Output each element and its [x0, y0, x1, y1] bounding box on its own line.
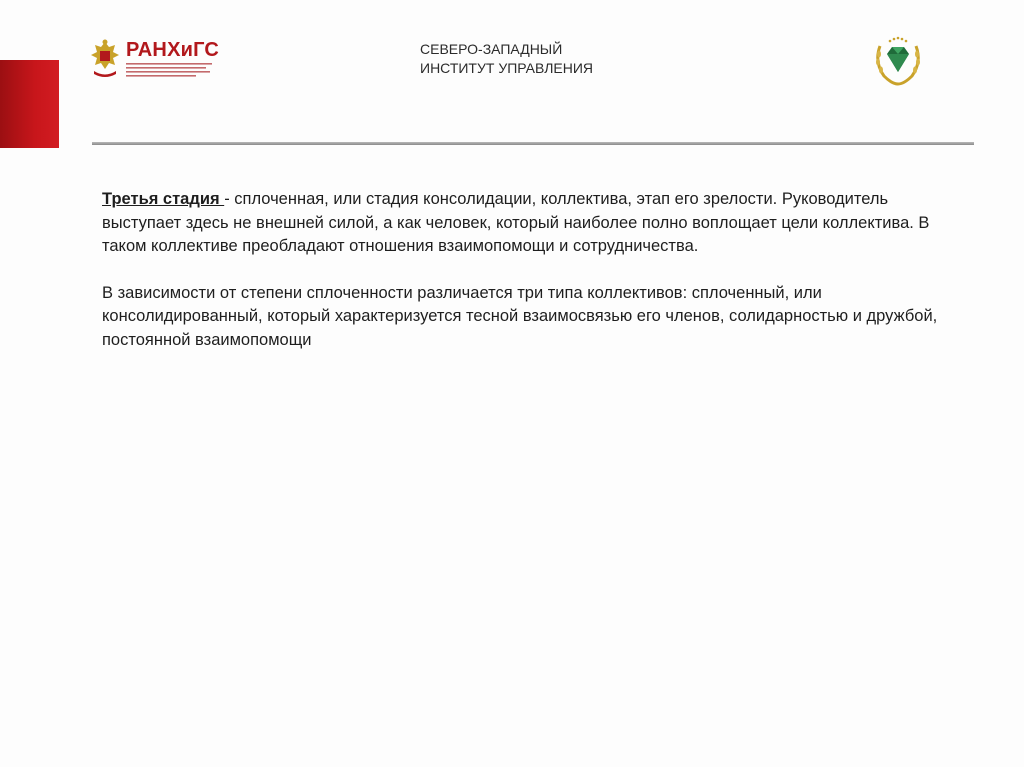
institute-name-line2: ИНСТИТУТ УПРАВЛЕНИЯ	[420, 60, 594, 76]
institute-name-line1: СЕВЕРО-ЗАПАДНЫЙ	[420, 41, 563, 57]
institute-name	[420, 40, 593, 78]
slide-body	[102, 188, 962, 353]
paragraph-third-stage	[102, 188, 962, 259]
ranepa-subtitle-lines	[126, 62, 214, 78]
diamond-wreath-icon	[870, 32, 926, 88]
header-divider	[92, 142, 974, 145]
red-accent-bar	[0, 60, 59, 148]
ranepa-brand-text: РАНХиГС	[126, 39, 220, 61]
double-headed-eagle-icon	[88, 38, 122, 80]
third-stage-text: - сплоченная, или стадия консолидации, коллектива, этап его зрелости. Руководитель выступает здесь не внешней силой, а как человек, который наиболее полно воплощает цели коллектива. В таком коллективе преобладают отношения взаимопомощи и сотрудничества.	[102, 190, 930, 256]
third-stage-label: Третья стадия	[102, 190, 225, 208]
paragraph-collective-types: В зависимости от степени сплоченности различается три типа коллективов: сплоченный, или консолидированный, который характеризуется тесной взаимосвязью его членов, солидарностью и дружбой, постоянной взаимопомощи	[102, 283, 938, 349]
ranepa-logo	[88, 38, 218, 80]
